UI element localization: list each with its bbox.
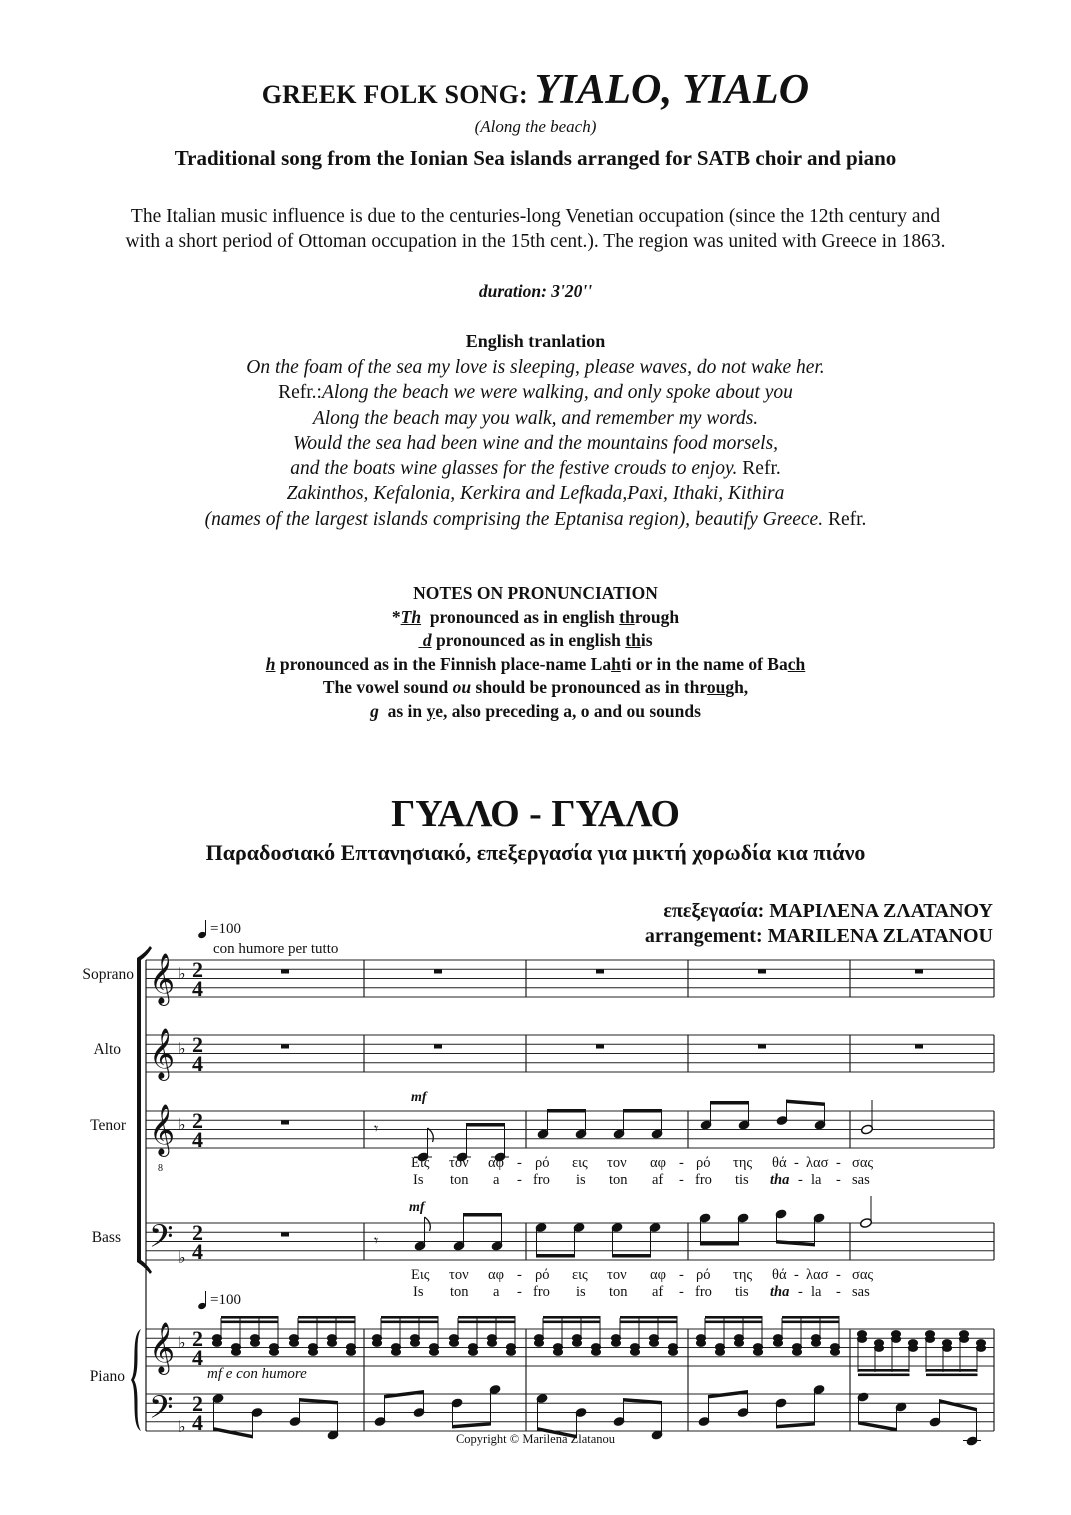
svg-text:𝄞: 𝄞 [149,953,176,1004]
translation-heading: English tranlation [465,331,606,351]
greek-title: ΓΥΑΛΟ - ΓΥΑΛΟ [391,793,680,835]
arranger-greek: επεξεγασία: ΜΑΡΙΛΕΝΑ ΖΛΑΤΑΝΟΥ [663,900,993,922]
pronunciation-line: The vowel sound ou should be pronounced as in through, [322,677,749,697]
translation-line: (names of the largest islands comprising the Eptanisa region), beautify Greece. Refr. [204,508,867,530]
bass-notes [414,1196,872,1258]
svg-text:𝄾: 𝄾 [374,1119,379,1138]
pronunciation-line: *Th pronounced as in english through [391,606,680,627]
translation-line: Along the beach may you walk, and remember my words. [312,407,759,429]
svg-text:♭: ♭ [178,1248,186,1267]
greek-subtitle: Παραδοσιακό Επτανησιακό, επεξεργασία για μικτή χορωδία κια πιάνο [205,840,866,865]
pronunciation-line: d pronounced as in english this [422,630,653,650]
svg-text:4: 4 [192,1410,203,1435]
translation-line: Refr.:Along the beach we were walking, and only spoke about you [278,382,793,404]
translation-line: On the foam of the sea my love is sleeping, please waves, do not wake her. [246,357,825,378]
instrument-label-soprano: Soprano [82,966,134,983]
svg-text:♭: ♭ [178,1115,186,1134]
duration: duration: 3'20'' [478,281,593,301]
svg-text:2: 2 [192,1391,203,1416]
time-signature [192,957,203,1435]
svg-text:♭: ♭ [178,964,186,983]
translation-line: and the boats wine glasses for the festive crouds to enjoy. Refr. [290,458,781,480]
subtitle: (Along the beach) [474,117,597,136]
intro-line: The Italian music influence is due to the centuries-long Venetian occupation (since the 12th century and [130,206,941,227]
svg-text:2: 2 [192,957,203,982]
svg-text:𝄾: 𝄾 [374,1231,379,1250]
dynamic-mf-bass: mf [409,1200,425,1215]
expression-marking-piano: mf e con humore [207,1366,307,1382]
svg-text:♭: ♭ [178,1039,186,1058]
svg-text:𝄢: 𝄢 [149,1218,174,1262]
piano-treble-notes [212,1316,985,1376]
svg-text:2: 2 [192,1108,203,1133]
translation-line: Zakinthos, Kefalonia, Kerkira and Lefkada,Paxi, Ithaki, Kithira [286,483,785,505]
tempo-marking-piano: =100 [210,1292,241,1308]
svg-text:𝄞: 𝄞 [149,1028,176,1079]
instrument-label-alto: Alto [93,1041,121,1058]
staff-soprano [146,960,994,997]
pronunciation-line: g as in ye, also preceding a, o and ou sounds [370,700,701,721]
svg-text:4: 4 [192,976,203,1001]
title-main: YIALO, YIALO [534,67,810,113]
staff-alto [146,1035,994,1072]
intro-line: with a short period of Ottoman occupation in the 15th cent.). The region was united with Greece in 1863. [125,231,946,252]
instrument-label-bass: Bass [91,1229,121,1246]
svg-text:4: 4 [192,1127,203,1152]
instrument-label-tenor: Tenor [90,1117,126,1134]
rest-icon [281,970,923,1237]
pronunciation-heading: NOTES ON PRONUNCIATION [413,583,658,603]
dynamic-mf-tenor: mf [411,1090,427,1105]
octave-8-marking: 8 [158,1163,163,1174]
svg-text:2: 2 [192,1220,203,1245]
svg-text:4: 4 [192,1051,203,1076]
svg-text:4: 4 [192,1239,203,1264]
svg-text:𝄞: 𝄞 [149,1322,176,1373]
pronunciation-line: h pronounced as in the Finnish place-name Lahti or in the name of Bach [265,653,806,674]
barlines-choir [364,960,994,1260]
expression-marking-choir: con humore per tutto [213,941,339,957]
arranger-english: arrangement: MARILENA ZLATANOU [644,925,993,947]
svg-text:4: 4 [192,1345,203,1370]
svg-text:2: 2 [192,1326,203,1351]
svg-text:2: 2 [192,1032,203,1057]
svg-text:𝄢: 𝄢 [149,1389,174,1433]
svg-text:♭: ♭ [178,1333,186,1352]
svg-text:𝄞: 𝄞 [149,1104,176,1155]
instrument-label-piano: Piano [89,1368,125,1385]
copyright-notice: Copyright © Marilena Zlatanou [455,1432,616,1446]
title-prefix: GREEK FOLK SONG: [261,80,528,109]
description: Traditional song from the Ionian Sea islands arranged for SATB choir and piano [174,146,897,170]
svg-text:♭: ♭ [178,1417,186,1436]
tempo-marking-choir: =100 [210,921,241,937]
tenor-notes [414,1100,873,1163]
translation-line: Would the sea had been wine and the mountains food morsels, [292,432,779,454]
